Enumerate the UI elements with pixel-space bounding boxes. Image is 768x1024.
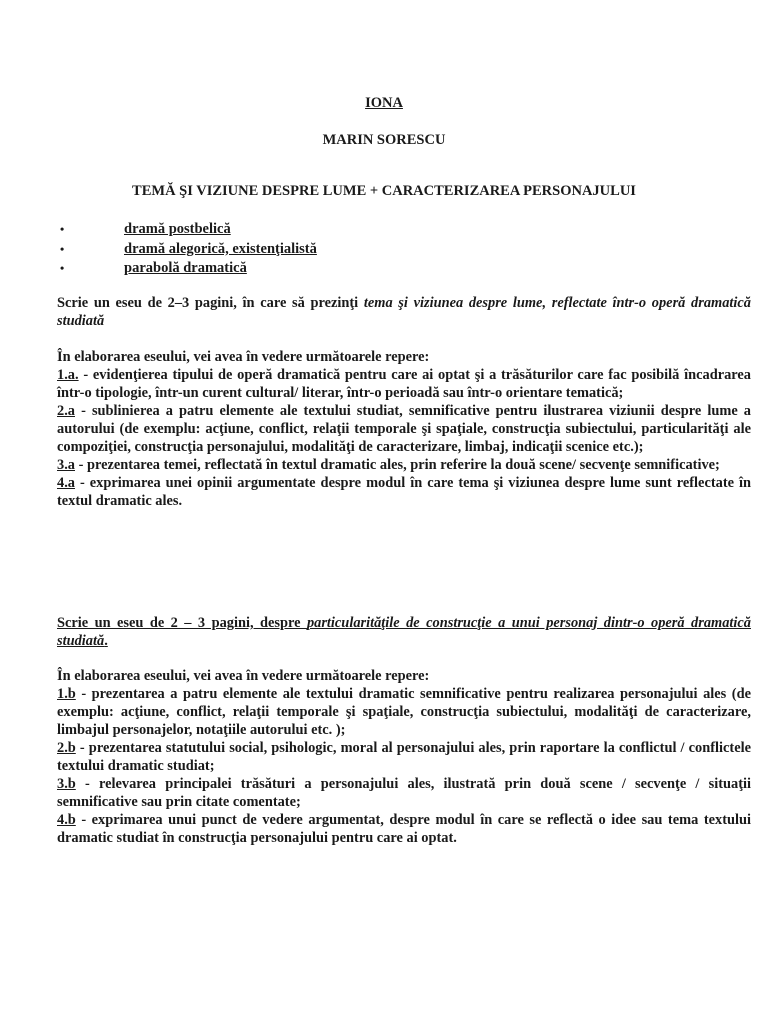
section1-intro: În elaborarea eseului, vei avea în vedere următoarele repere: — [57, 349, 430, 365]
bullet-dot-icon: • — [60, 261, 65, 275]
requirement-label: 3.a — [57, 457, 75, 473]
bullet-dot-icon: • — [60, 241, 65, 256]
requirement-label: 2.a — [57, 403, 75, 419]
requirement-text: - relevarea principalei trăsături a personajului ales, ilustrată prin două scene / secvenţe / situaţii semnificative sau prin citate comentate; — [57, 776, 751, 810]
requirement-text: - prezentarea a patru elemente ale textului dramatic semnificative pentru realizarea personajului ales (de exemplu: acţiune, conflict, relaţii temporale şi spaţiale, construcţia subiectului, modalităţi de caracterizare, limbajul personajelor, notaţiile autorului etc. ); — [57, 686, 751, 738]
bullet-text: dramă alegorică, existenţialistă — [124, 240, 317, 257]
section2-prompt-end: . — [104, 633, 108, 649]
section2-prompt-start: Scrie un eseu de 2 – 3 pagini, despre — [57, 615, 307, 631]
section1-prompt-start: Scrie un eseu de 2–3 pagini, în care să prezinţi — [57, 295, 364, 311]
bullet-text: dramă postbelică — [124, 221, 231, 237]
bullet-text: parabolă dramatică — [124, 260, 247, 276]
requirement-item — [57, 685, 751, 739]
section1-prompt-emphasis: tema şi viziunea despre lume, reflectate într-o operă dramatică studiată — [57, 295, 751, 329]
document-author: MARIN SORESCU — [322, 132, 446, 148]
requirement-text: - exprimarea unui punct de vedere argumentat, despre modul în care se reflectă o idee sau tema textului dramatic studiat în construcţia personajului pentru care ai optat. — [57, 812, 751, 846]
requirement-label: 4.a — [57, 475, 75, 491]
section2-prompt-emphasis: particularităţile de construcţie a unui personaj dintr-o operă dramatică studiată — [57, 615, 751, 649]
requirement-label: 1.a. — [57, 367, 79, 383]
section2-prompt — [57, 614, 751, 650]
requirement-label: 2.b — [57, 740, 76, 756]
requirement-item — [57, 456, 751, 474]
section2-requirements — [57, 667, 751, 847]
requirement-item — [57, 775, 751, 811]
section1-prompt — [57, 294, 751, 330]
section2-intro: În elaborarea eseului, vei avea în vedere următoarele repere: — [57, 668, 430, 684]
requirement-item — [57, 474, 751, 510]
document-title: IONA — [365, 95, 403, 111]
requirement-item — [57, 402, 751, 456]
requirement-text: - prezentarea temei, reflectată în textul dramatic ales, prin referire la două scene/ secvenţe semnificative; — [75, 457, 720, 473]
requirement-item — [57, 811, 751, 847]
bullet-dot-icon: • — [60, 222, 65, 236]
requirement-item — [57, 366, 751, 402]
section1-requirements — [57, 348, 751, 510]
requirement-label: 4.b — [57, 812, 76, 828]
requirement-text: - prezentarea statutului social, psihologic, moral al personajului ales, prin raportare la conflictul / conflictele textului dramatic studiat; — [57, 740, 751, 774]
document-subtitle: TEMĂ ŞI VIZIUNE DESPRE LUME + CARACTERIZAREA PERSONAJULUI — [132, 183, 636, 199]
requirement-text: - evidenţierea tipului de operă dramatică pentru care ai optat şi a trăsăturilor care fac posibilă încadrarea într-o tipologie, într-un curent cultural/ literar, într-o perioadă sau într-o orientare tematică; — [57, 367, 751, 401]
requirement-label: 1.b — [57, 686, 76, 702]
requirement-text: - sublinierea a patru elemente ale textului studiat, semnificative pentru ilustrarea viziunii despre lume a autorului (de exemplu: acţiune, conflict, relaţii temporale şi spaţiale, construcţia subiectului, particularităţi ale compoziţiei, construcţia personajului, modalităţi de caracterizare, limbaj, indicaţii scenice etc.); — [57, 403, 751, 455]
requirement-item — [57, 739, 751, 775]
requirement-text: - exprimarea unei opinii argumentate despre modul în care tema şi viziunea despre lume sunt reflectate în textul dramatic ales. — [57, 475, 751, 509]
requirement-label: 3.b — [57, 776, 76, 792]
